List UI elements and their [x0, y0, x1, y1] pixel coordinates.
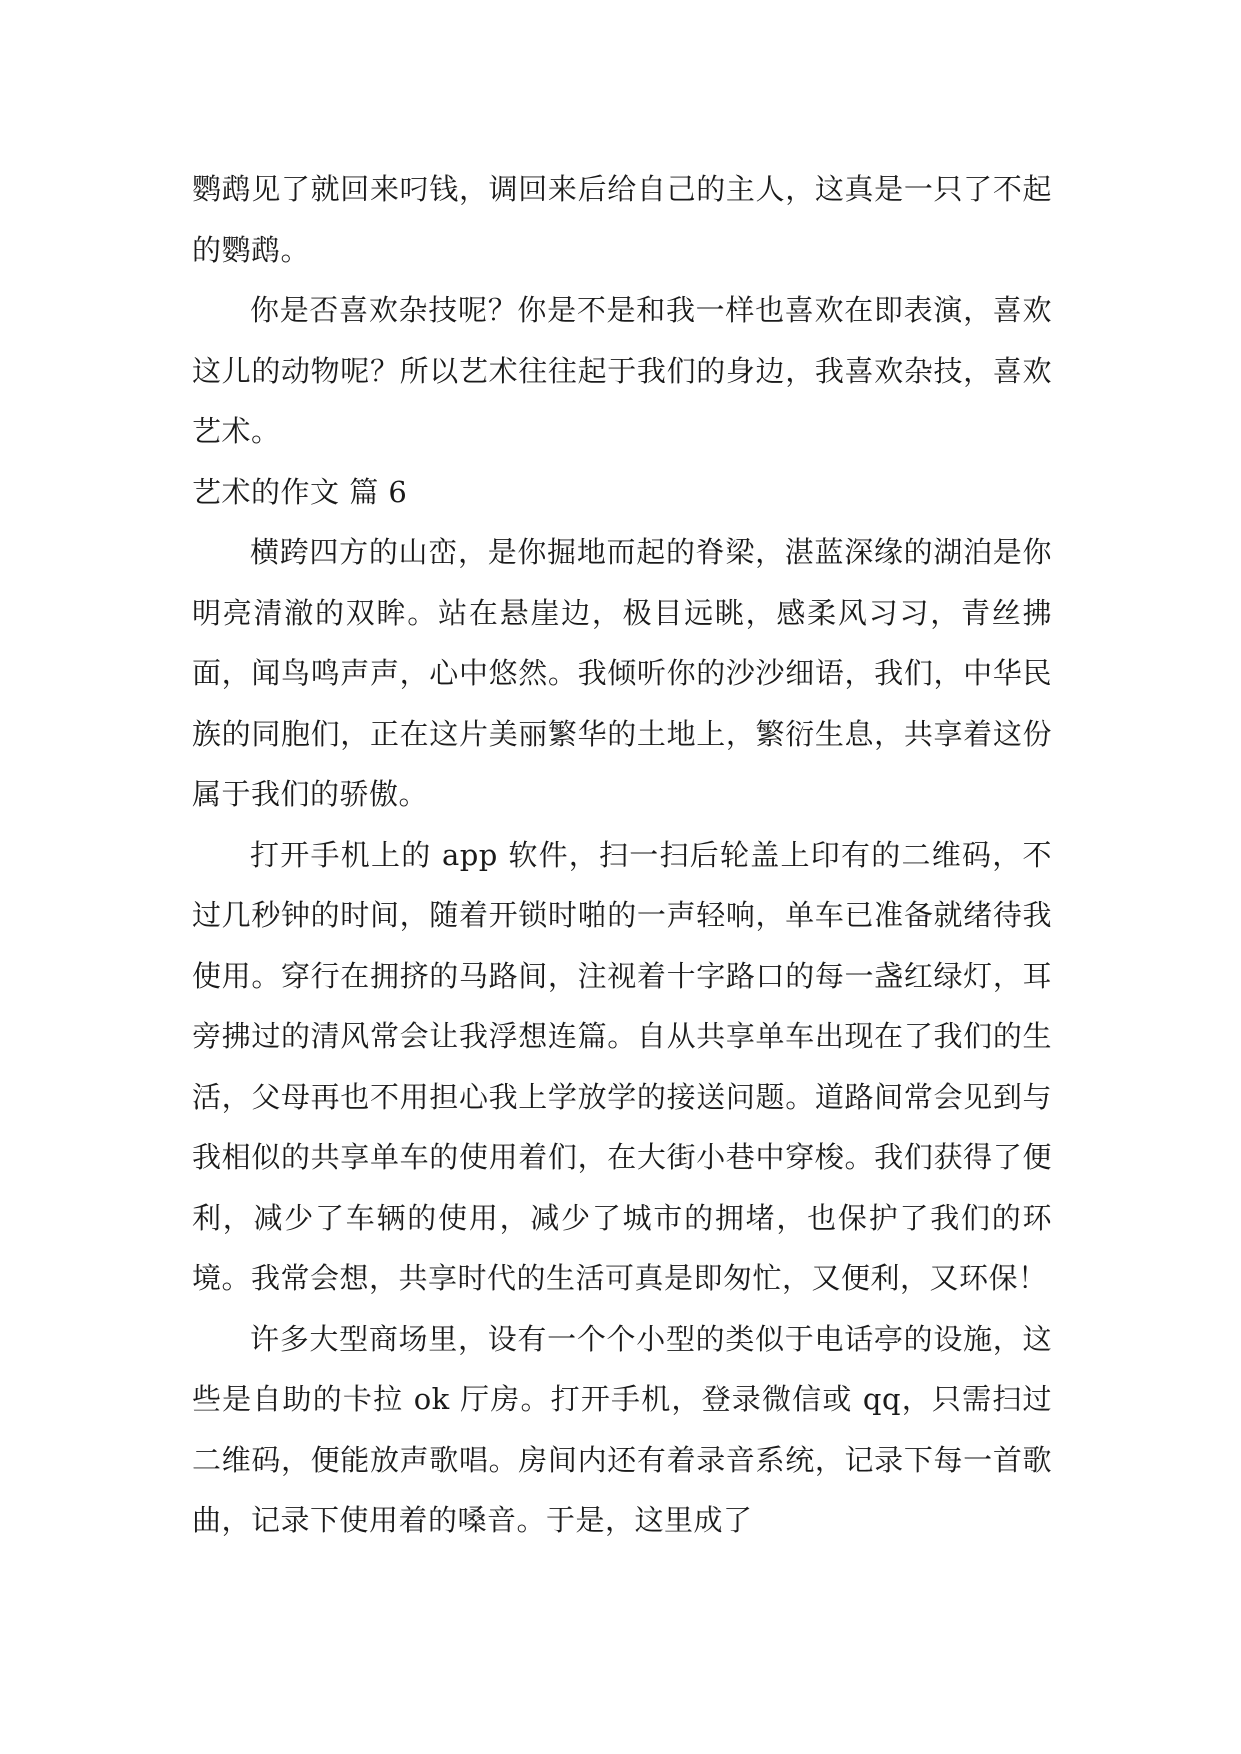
paragraph-acrobatics: 你是否喜欢杂技呢？你是不是和我一样也喜欢在即表演，喜欢这儿的动物呢？所以艺术往往起于我们的身边，我喜欢杂技，喜欢艺术。 [192, 293, 1052, 448]
document-body [192, 159, 1052, 1551]
paragraph-mountains: 横跨四方的山峦，是你掘地而起的脊梁，湛蓝深缘的湖泊是你明亮清澈的双眸。站在悬崖边，极目远眺，感柔风习习，青丝拂面，闻鸟鸣声声，心中悠然。我倾听你的沙沙细语，我们，中华民族的同胞们，正在这片美丽繁华的土地上，繁衍生息，共享着这份属于我们的骄傲。 [192, 535, 1052, 811]
section-heading: 艺术的作文 篇 6 [192, 474, 408, 509]
paragraph-karaoke: 许多大型商场里，设有一个个小型的类似于电话亭的设施，这些是自助的卡拉 ok 厅房。打开手机，登录微信或 qq，只需扫过二维码，便能放声歌唱。房间内还有着录音系统，记录下每一首歌曲，记录下使用着的嗓音。于是，这里成了 [192, 1321, 1052, 1537]
paragraph-continuation: 鹦鹉见了就回来叼钱，调回来后给自己的主人，这真是一只了不起的鹦鹉。 [192, 172, 1052, 267]
paragraph-shared-bike: 打开手机上的 app 软件，扫一扫后轮盖上印有的二维码，不过几秒钟的时间，随着开锁时啪的一声轻响，单车已准备就绪待我使用。穿行在拥挤的马路间，注视着十字路口的每一盏红绿灯，耳旁拂过的清风常会让我浮想连篇。自从共享单车出现在了我们的生活，父母再也不用担心我上学放学的接送问题。道路间常会见到与我相似的共享单车的使用着们，在大街小巷中穿梭。我们获得了便利，减少了车辆的使用，减少了城市的拥堵，也保护了我们的环境。我常会想，共享时代的生活可真是即匆忙，又便利，又环保！ [192, 837, 1052, 1295]
